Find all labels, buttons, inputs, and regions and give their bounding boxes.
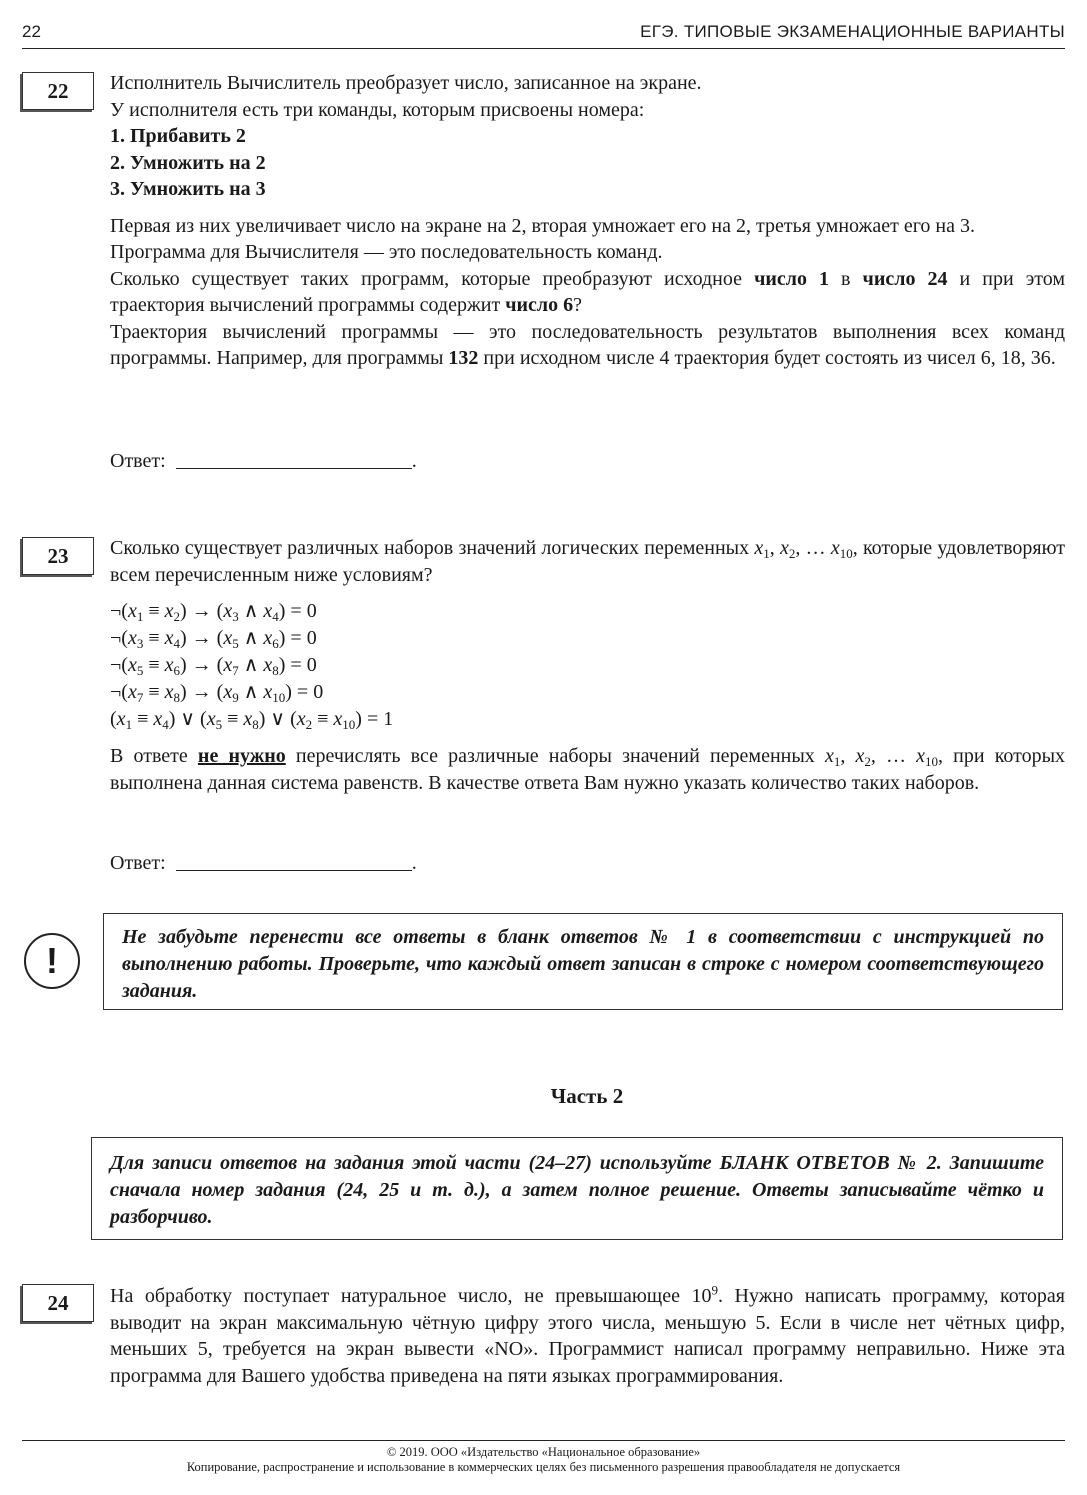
task-23-note: В ответе не нужно перечислять все различные наборы значений переменных $x_1$, $x_2$, … $x_{10}$, при которых выполнена данная система равенств. В качестве ответа Вам нужно указать количество таких наборов.: [110, 745, 1066, 794]
task-number-24: 24: [22, 1284, 94, 1322]
copyright-notice: Копирование, распространение и использование в коммерческих целях без письменного разрешения правообладателя не допускается: [186, 1460, 901, 1474]
copyright: © 2019. ООО «Издательство «Национальное образование»: [386, 1445, 701, 1459]
page-footer: [22, 1440, 1065, 1475]
part-2-instruction: Для записи ответов на задания этой части (24–27) используйте БЛАНК ОТВЕТОВ № 2. Запишите сначала номер задания (24, 25 и т. д.), а затем полное решение. Ответы записывайте чётко и разборчиво.: [110, 1152, 1044, 1228]
formula-4: $\neg(x_7 \equiv x_8) \to (x_9$ ∧ $x_{10}) = 0$: [110, 681, 324, 705]
task-24-body: [110, 1283, 1065, 1389]
task-22-trajectory-definition: Траектория вычислений программы — это последовательность результатов выполнения всех команд программы. Например, для программы 132 при исходном числе 4 траектория будет состоять из чисел 6, 18, 36.: [110, 320, 1065, 369]
command-2: 2. Умножить на 2: [110, 151, 266, 174]
warning-text: Не забудьте перенести все ответы в бланк ответов № 1 в соответствии с инструкцией по выполнению работы. Проверьте, что каждый ответ записан в строке с номером соответствующего задания.: [122, 926, 1044, 1002]
formula-3: $\neg(x_5 \equiv x_6) \to (x_7$ ∧ $x_8) = 0$: [110, 654, 317, 678]
header-title: ЕГЭ. ТИПОВЫЕ ЭКЗАМЕНАЦИОННЫЕ ВАРИАНТЫ: [640, 22, 1065, 41]
formula-list: [110, 598, 1065, 733]
task-22-description: Первая из них увеличивает число на экране на 2, вторая умножает его на 2, третья умножает его на 3.: [110, 214, 976, 237]
command-3: 3. Умножить на 3: [110, 178, 266, 200]
part-2-title: Часть 2: [550, 1084, 624, 1108]
formula-2: $\neg(x_3 \equiv x_4) \to (x_5$ ∧ $x_6) = 0$: [110, 627, 317, 651]
formula-1: $\neg(x_1 \equiv x_2) \to (x_3$ ∧ $x_4) = 0$: [110, 600, 317, 624]
task-22-program-definition: Программа для Вычислителя — это последовательность команд.: [110, 241, 663, 263]
task-22-answer: Ответ: .: [110, 450, 417, 472]
exclamation-icon: !: [24, 933, 80, 989]
task-number-23: 23: [22, 537, 94, 575]
task-23-question: Сколько существует различных наборов значений логических переменных $x_1$, $x_2$, … $x_{10}$, которые удовлетворяют всем перечисленным ниже условиям?: [110, 537, 1066, 586]
task-24-text: На обработку поступает натуральное число, не превышающее $10^9$. Нужно написать программу, которая выводит на экран максимальную чётную цифру этого числа, меньшую 5. Если в числе нет чётных цифр, меньших 5, требуется на экран вывести «NO». Программист написал программу неправильно. Ниже эта программа для Вашего удобства приведена на пяти языках программирования.: [110, 1282, 1066, 1387]
command-1: 1. Прибавить 2: [110, 125, 246, 147]
page-header: [22, 18, 1065, 49]
task-23-answer: Ответ: .: [110, 852, 417, 874]
warning-box: [103, 913, 1063, 1010]
part-2-instruction-box: [91, 1137, 1063, 1240]
task-number-22: 22: [22, 72, 94, 110]
task-22-question: Сколько существует таких программ, которые преобразуют исходное число 1 в число 24 и при этом траектория вычислений программы содержит число 6?: [110, 267, 1066, 316]
task-23-body: [110, 535, 1065, 796]
page-number: 22: [22, 22, 41, 41]
answer-label: Ответ:: [110, 450, 166, 472]
task-22-body: [110, 70, 1065, 372]
task-22-intro-2: У исполнителя есть три команды, которым присвоены номера:: [110, 98, 645, 121]
task-22-intro-1: Исполнитель Вычислитель преобразует число, записанное на экране.: [110, 72, 702, 94]
formula-5: $(x_1 \equiv x_4)$ ∨ $(x_5 \equiv x_8)$ ∨ $(x_2 \equiv x_{10}) = 1$: [110, 708, 394, 732]
answer-field[interactable]: [176, 852, 412, 871]
answer-field[interactable]: [176, 450, 412, 469]
answer-label: Ответ:: [110, 852, 166, 874]
